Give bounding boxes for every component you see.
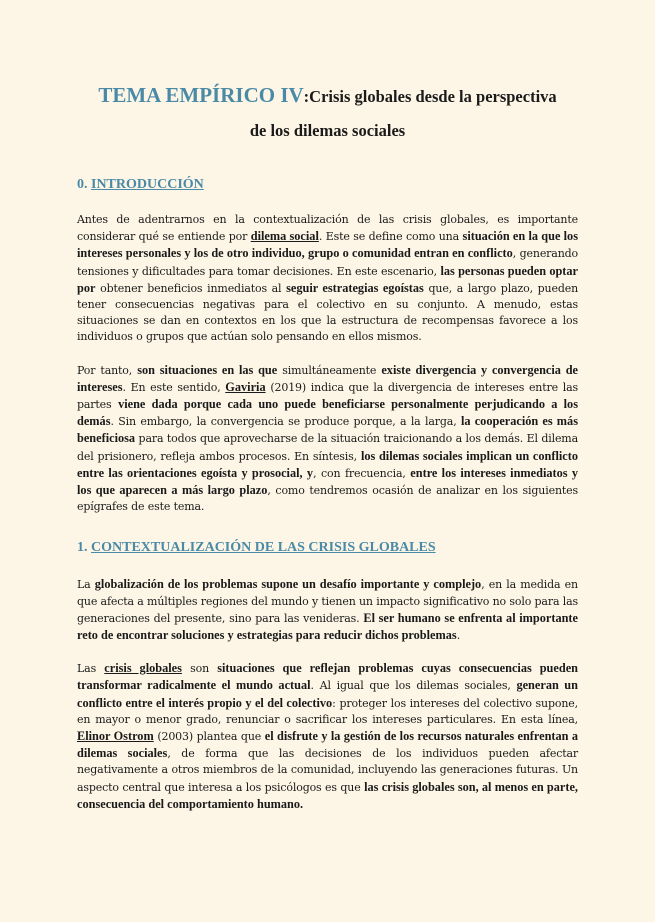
bold-run: las personas pueden optar por bbox=[77, 263, 579, 295]
text-run: son bbox=[181, 662, 218, 676]
title-topic: TEMA EMPÍRICO IV bbox=[98, 83, 304, 107]
text-run: (2003) plantea que bbox=[153, 730, 265, 744]
text-run: Por tanto, bbox=[77, 363, 138, 377]
text-run: . Este se define como una bbox=[318, 230, 463, 244]
title-subtitle: :Crisis globales desde la perspectiva bbox=[303, 87, 557, 106]
paragraph-crisis-globales bbox=[77, 660, 578, 813]
text-run: , como tendremos ocasión de analizar en los siguientes epígrafes de este tema. bbox=[77, 484, 578, 514]
term-dilema-social: dilema social bbox=[250, 229, 319, 244]
text-run: La bbox=[77, 578, 95, 592]
text-run: Antes de adentrarnos en la contextualización de las crisis globales, es importante considerar qué se entiende por bbox=[77, 213, 578, 244]
bold-run: existe divergencia y convergencia de intereses bbox=[77, 362, 578, 394]
citation-gaviria: Gaviria bbox=[225, 379, 266, 394]
text-run: : proteger los intereses del colectivo supone, en mayor o menor grado, renunciar o sacrificar los intereses particulares. En esta línea, bbox=[77, 696, 578, 726]
bold-run: la cooperación es más beneficiosa bbox=[77, 414, 578, 446]
text-run: para todos que aprovecharse de la situación traicionando a los demás. El dilema del prisionero, refleja ambos procesos. En síntesis, bbox=[77, 432, 578, 463]
bold-run: generan un conflicto entre el interés propio y el del colectivo bbox=[77, 678, 578, 710]
text-run: que, a largo plazo, pueden tener consecuencias negativas para el colectivo en su conjunto. A menudo, estas situaciones se dan en contextos en los que la estructura de recompensas favorece a los individuos o grupos que actúan solo pensando en ellos mismos. bbox=[77, 281, 579, 344]
text-run: , en la medida en que afecta a múltiples regiones del mundo y tienen un impacto significativo no solo para las generaciones del presente, sino para las venideras. bbox=[77, 578, 578, 625]
bold-run: entre los intereses inmediatos y los que aparecen a más largo plazo bbox=[77, 465, 578, 498]
bold-run: viene dada porque cada uno puede beneficiarse personalmente perjudicando a los demás bbox=[77, 397, 578, 429]
text-run: . Sin embargo, la convergencia se produce porque, a la larga, bbox=[110, 415, 461, 429]
bold-run: situaciones que reflejan problemas cuyas consecuencias pueden transformar radicalmente el mundo actual bbox=[77, 661, 578, 693]
document-page bbox=[0, 74, 655, 922]
text-run: , generando tensiones y dificultades para tomar decisiones. En este escenario, bbox=[77, 247, 578, 278]
section-heading-introduccion bbox=[77, 176, 578, 194]
bold-run: los dilemas sociales implican un conflicto entre las orientaciones egoísta y prosocial, y bbox=[77, 448, 578, 480]
text-run: Las bbox=[77, 662, 105, 676]
text-run: (2019) indica que la divergencia de intereses entre las partes bbox=[77, 380, 578, 412]
title-subtitle-line2: de los dilemas sociales bbox=[249, 121, 406, 140]
text-run: , de forma que las decisiones de los individuos pueden afectar negativamente a otros miembros de la comunidad, incluyendo las generaciones futuras. Un aspecto central que interesa a los psicólogos es que bbox=[77, 747, 579, 794]
bold-run: situación en la que los intereses personales y los de otro individuo, grupo o comunidad entran en conflicto bbox=[77, 229, 578, 261]
text-run: . En este sentido, bbox=[122, 380, 226, 394]
bold-run: globalización de los problemas supone un desafío importante y complejo bbox=[94, 577, 482, 592]
bold-run: seguir estrategias egoístas bbox=[286, 280, 424, 295]
section-number: 0. bbox=[77, 177, 88, 192]
term-crisis-globales: crisis globales bbox=[104, 661, 182, 676]
paragraph-dilema-social bbox=[77, 212, 578, 346]
text-run: obtener beneficios inmediatos al bbox=[95, 281, 287, 295]
section-label: INTRODUCCIÓN bbox=[91, 177, 204, 192]
bold-run: El ser humano se enfrenta al importante reto de encontrar soluciones y estrategias para reducir dichos problemas bbox=[77, 610, 578, 643]
text-run: . Al igual que los dilemas sociales, bbox=[310, 679, 517, 693]
bold-run: son situaciones en las que bbox=[137, 362, 278, 377]
text-run: . bbox=[456, 629, 461, 643]
section-heading-contextualizacion bbox=[77, 539, 578, 557]
section-label: CONTEXTUALIZACIÓN DE LAS CRISIS GLOBALES bbox=[91, 540, 436, 556]
text-run: , con frecuencia, bbox=[313, 466, 411, 480]
document-title bbox=[77, 74, 578, 148]
bold-run: el disfrute y la gestión de los recursos naturales enfrentan a dilemas sociales bbox=[77, 729, 578, 761]
bold-run: las crisis globales son, al menos en parte, consecuencia del comportamiento humano. bbox=[77, 779, 579, 811]
citation-ostrom: Elinor Ostrom bbox=[77, 729, 154, 744]
text-run: simultáneamente bbox=[277, 363, 382, 377]
paragraph-globalizacion bbox=[77, 576, 578, 644]
paragraph-divergencia bbox=[77, 362, 578, 516]
section-number: 1. bbox=[77, 540, 88, 556]
